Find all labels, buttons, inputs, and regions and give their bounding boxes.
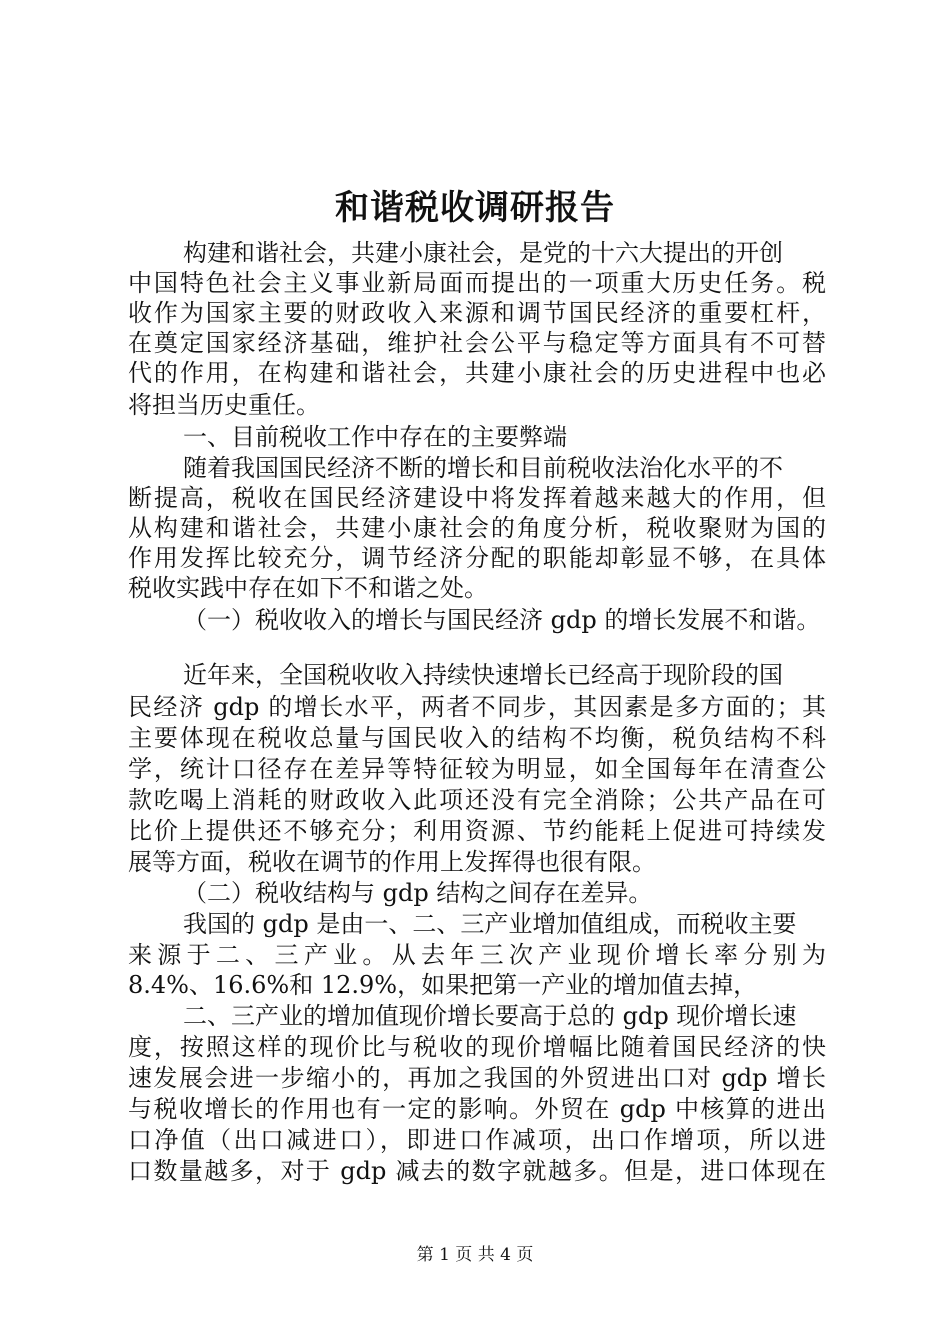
paragraph-line: 中国特色社会主义事业新局面而提出的一项重大历史任务。税 [128,269,826,297]
section-heading: 一、目前税收工作中存在的主要弊端 [183,423,567,451]
paragraph-line: 学，统计口径存在差异等特征较为明显，如全国每年在清查公 [128,755,826,783]
paragraph-line: 口数量越多，对于 gdp 减去的数字就越多。但是，进口体现在 [128,1157,826,1185]
paragraph-line: 代的作用，在构建和谐社会，共建小康社会的历史进程中也必 [128,359,826,387]
paragraph-line: 将担当历史重任。 [128,391,320,419]
paragraph-line: 展等方面，税收在调节的作用上发挥得也很有限。 [128,848,656,876]
paragraph-line: 作用发挥比较充分，调节经济分配的职能却彰显不够，在具体 [128,544,826,572]
paragraph-line: 款吃喝上消耗的财政收入此项还没有完全消除；公共产品在可 [128,786,826,814]
paragraph-line: 来源于二、三产业。从去年三次产业现价增长率分别为 [128,941,826,969]
page-footer: 第 1 页 共 4 页 [416,1245,534,1265]
paragraph-line: 从构建和谐社会，共建小康社会的角度分析，税收聚财为国的 [128,514,826,542]
subsection-heading: （二）税收结构与 gdp 结构之间存在差异。 [183,879,653,907]
subsection-heading: （一）税收收入的增长与国民经济 gdp 的增长发展不和谐。 [183,606,821,634]
paragraph-line: 比价上提供还不够充分；利用资源、节约能耗上促进可持续发 [128,817,826,845]
paragraph-line: 度，按照这样的现价比与税收的现价增幅比随着国民经济的快 [128,1033,826,1061]
paragraph-line: 民经济 gdp 的增长水平，两者不同步，其因素是多方面的；其 [128,693,826,721]
document-title: 和谐税收调研报告 [335,188,615,228]
paragraph-line: 口净值（出口减进口），即进口作减项，出口作增项，所以进 [128,1126,826,1154]
paragraph-line: 与税收增长的作用也有一定的影响。外贸在 gdp 中核算的进出 [128,1095,826,1123]
paragraph-line: 主要体现在税收总量与国民收入的结构不均衡，税负结构不科 [128,724,826,752]
paragraph-line: 二、三产业的增加值现价增长要高于总的 gdp 现价增长速 [183,1002,797,1030]
paragraph-line: 8.4%、16.6%和 12.9%，如果把第一产业的增加值去掉， [128,971,758,999]
paragraph-line: 我国的 gdp 是由一、二、三产业增加值组成，而税收主要 [183,910,797,938]
paragraph-line: 近年来，全国税收收入持续快速增长已经高于现阶段的国 [183,661,783,689]
paragraph-line: 断提高，税收在国民经济建设中将发挥着越来越大的作用，但 [128,484,826,512]
paragraph-line: 随着我国国民经济不断的增长和目前税收法治化水平的不 [183,454,783,482]
paragraph-line: 构建和谐社会，共建小康社会，是党的十六大提出的开创 [183,239,783,267]
paragraph-line: 税收实践中存在如下不和谐之处。 [128,574,488,602]
paragraph-line: 速发展会进一步缩小的，再加之我国的外贸进出口对 gdp 增长 [128,1064,826,1092]
paragraph-line: 收作为国家主要的财政收入来源和调节国民经济的重要杠杆， [128,299,826,327]
paragraph-line: 在奠定国家经济基础，维护社会公平与稳定等方面具有不可替 [128,329,826,357]
